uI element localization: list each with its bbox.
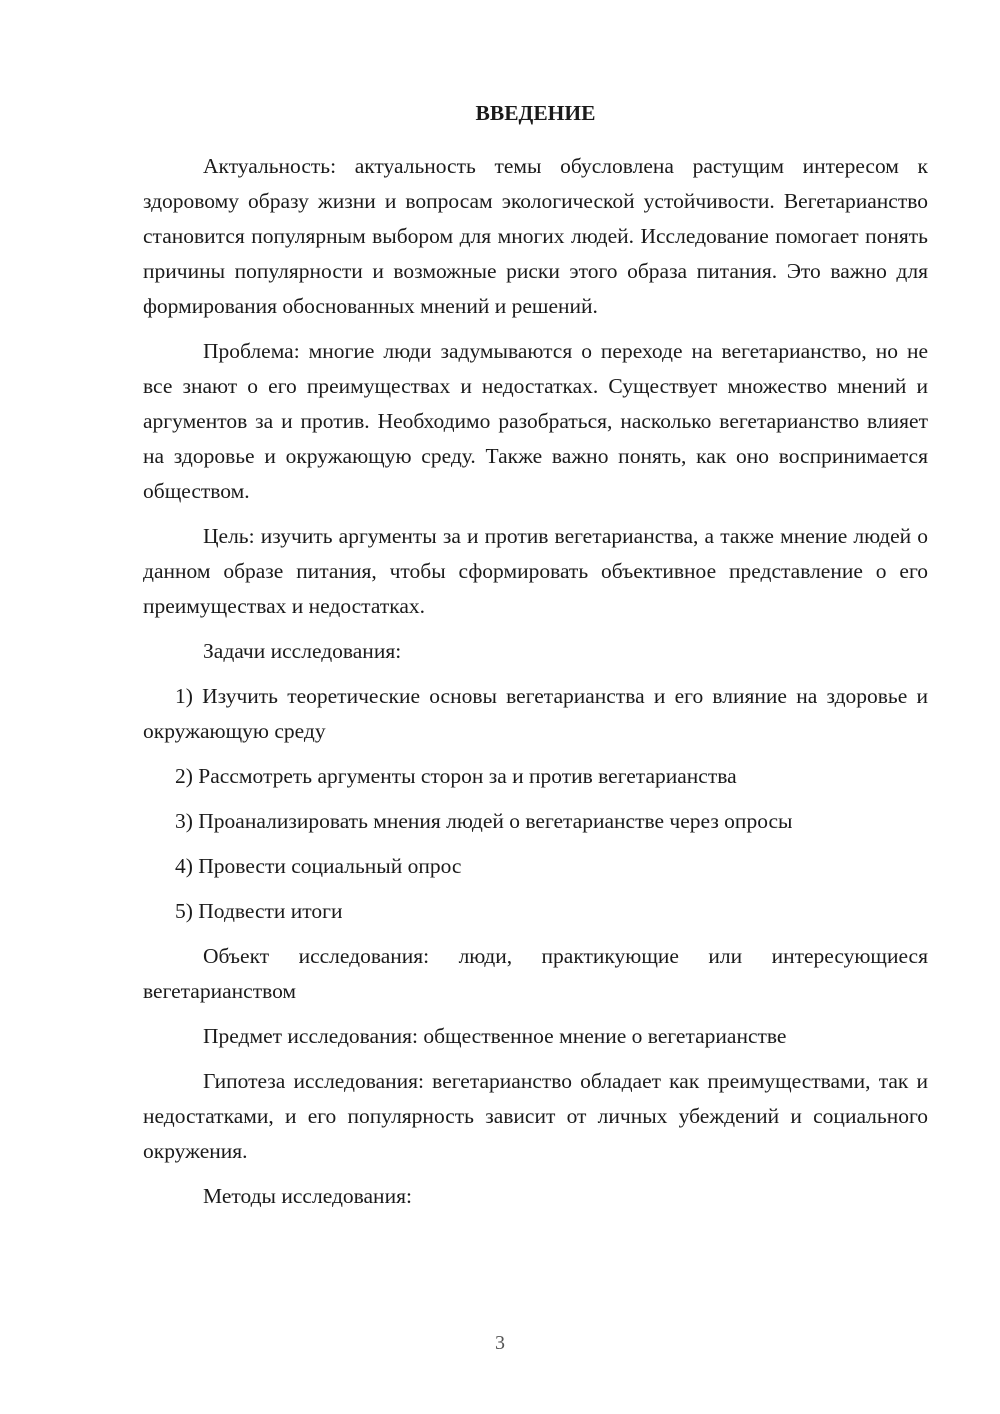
page-number: 3 bbox=[495, 1332, 505, 1354]
task-item: 4) Провести социальный опрос bbox=[175, 854, 462, 878]
section-title: ВВЕДЕНИЕ bbox=[475, 101, 596, 125]
hypothesis-paragraph: Гипотеза исследования: вегетарианство обладает как преимуществами, так и недостатками, и его популярность зависит от личных убеждений и социального окружения. bbox=[143, 1069, 928, 1163]
task-item: 3) Проанализировать мнения людей о вегетарианстве через опросы bbox=[175, 809, 793, 833]
subject-paragraph: Предмет исследования: общественное мнение о вегетарианстве bbox=[203, 1024, 787, 1048]
task-item: 2) Рассмотреть аргументы сторон за и против вегетарианства bbox=[175, 764, 737, 788]
document-page bbox=[143, 96, 928, 1224]
problem-paragraph: Проблема: многие люди задумываются о переходе на вегетарианство, но не все знают о его преимуществах и недостатках. Существует множество мнений и аргументов за и против. Необходимо разобраться, насколько вегетарианство влияет на здоровье и окружающую среду. Также важно понять, как оно воспринимается обществом. bbox=[143, 339, 928, 503]
task-item: 1) Изучить теоретические основы вегетарианства и его влияние на здоровье и окружающую среду bbox=[143, 684, 928, 743]
object-paragraph: Объект исследования: люди, практикующие или интересующиеся вегетарианством bbox=[143, 944, 928, 1003]
task-item: 5) Подвести итоги bbox=[175, 899, 343, 923]
goal-paragraph: Цель: изучить аргументы за и против вегетарианства, а также мнение людей о данном образе питания, чтобы сформировать объективное представление о его преимуществах и недостатках. bbox=[143, 524, 928, 618]
relevance-paragraph: Актуальность: актуальность темы обусловлена растущим интересом к здоровому образу жизни и вопросам экологической устойчивости. Вегетарианство становится популярным выбором для многих людей. Исследование помогает понять причины популярности и возможные риски этого образа питания. Это важно для формирования обоснованных мнений и решений. bbox=[143, 154, 928, 318]
methods-heading: Методы исследования: bbox=[203, 1184, 412, 1208]
tasks-heading: Задачи исследования: bbox=[203, 639, 402, 663]
